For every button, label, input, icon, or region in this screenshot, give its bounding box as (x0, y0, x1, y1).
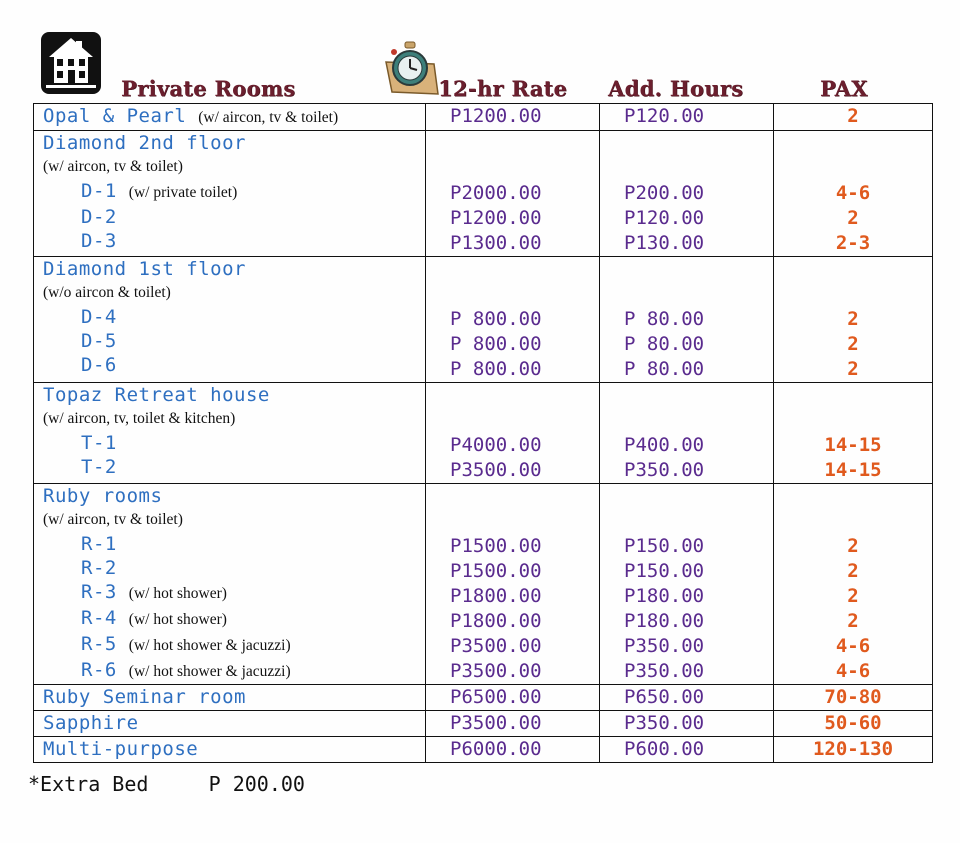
room-group-desc: (w/ aircon, tv, toilet & kitchen) (43, 410, 236, 427)
table-row (34, 484, 932, 685)
add-hours-value: P350.00 (624, 660, 705, 682)
pax-value: 4-6 (835, 182, 871, 204)
pax-value: 2 (847, 610, 859, 632)
room-name: R-1 (81, 533, 117, 555)
room-group-name: Diamond 2nd floor (43, 132, 246, 154)
table-row (34, 104, 932, 131)
rate-value: P6000.00 (450, 738, 542, 760)
pax-value: 2 (847, 308, 859, 330)
table-row (34, 383, 932, 484)
pax-value: 2 (847, 535, 859, 557)
room-name: Opal & Pearl (w/ aircon, tv & toilet) (43, 105, 339, 127)
pax-value: 2 (847, 105, 859, 127)
add-hours-value: P 80.00 (624, 308, 705, 330)
pax-value: 2-3 (835, 232, 871, 254)
rate-value: P1800.00 (450, 585, 542, 607)
room-name: D-2 (81, 206, 117, 228)
rate-value: P1500.00 (450, 535, 542, 557)
room-name: Multi-purpose (43, 738, 199, 760)
room-note: (w/ hot shower) (128, 611, 227, 628)
room-group-desc: (w/ aircon, tv & toilet) (43, 511, 183, 528)
column-header-hours: Add. Hours (608, 76, 744, 101)
room-group-name: Ruby rooms (43, 485, 163, 507)
add-hours-value: P350.00 (624, 712, 705, 734)
rate-value: P1800.00 (450, 610, 542, 632)
room-cell (34, 383, 426, 483)
rate-value: P1200.00 (450, 105, 542, 127)
rate-value: P 800.00 (450, 308, 542, 330)
add-hours-value: P180.00 (624, 585, 705, 607)
room-cell (34, 131, 426, 256)
room-name: R-2 (81, 557, 117, 579)
room-name: R-3 (w/ hot shower) (81, 581, 227, 603)
table-row (34, 257, 932, 383)
room-note: (w/ aircon, tv & toilet) (198, 109, 339, 126)
rate-value: P1300.00 (450, 232, 542, 254)
table-row (34, 711, 932, 737)
extra-bed-price: P 200.00 (208, 772, 305, 796)
column-header-pax: PAX (820, 76, 868, 101)
rate-value: P1500.00 (450, 560, 542, 582)
rate-value: P2000.00 (450, 182, 542, 204)
add-hours-value: P200.00 (624, 182, 705, 204)
rate-value: P1200.00 (450, 207, 542, 229)
pax-value: 2 (847, 585, 859, 607)
extra-bed-label: *Extra Bed (28, 772, 149, 796)
extra-bed-note (28, 772, 305, 796)
table-row (34, 685, 932, 711)
add-hours-value: P350.00 (624, 459, 705, 481)
room-name: D-6 (81, 354, 117, 376)
add-hours-value: P150.00 (624, 560, 705, 582)
room-cell (34, 484, 426, 684)
rate-value: P6500.00 (450, 686, 542, 708)
add-hours-value: P650.00 (624, 686, 705, 708)
add-hours-value: P400.00 (624, 434, 705, 456)
rate-value: P3500.00 (450, 459, 542, 481)
pax-value: 14-15 (824, 459, 882, 481)
room-note: (w/ private toilet) (128, 184, 238, 201)
rates-table (33, 103, 933, 763)
room-group-name: Topaz Retreat house (43, 384, 270, 406)
room-note: (w/ hot shower & jacuzzi) (128, 663, 291, 680)
pax-value: 50-60 (824, 712, 882, 734)
column-header-rate: 12-hr Rate (438, 76, 568, 101)
table-row (34, 737, 932, 762)
room-name: Ruby Seminar room (43, 686, 246, 708)
rate-value: P 800.00 (450, 333, 542, 355)
pax-value: 70-80 (824, 686, 882, 708)
add-hours-value: P130.00 (624, 232, 705, 254)
rate-value: P3500.00 (450, 712, 542, 734)
rate-value: P4000.00 (450, 434, 542, 456)
add-hours-value: P150.00 (624, 535, 705, 557)
add-hours-value: P600.00 (624, 738, 705, 760)
room-group-name: Diamond 1st floor (43, 258, 246, 280)
room-name: D-5 (81, 330, 117, 352)
pax-value: 4-6 (835, 660, 871, 682)
rate-value: P3500.00 (450, 635, 542, 657)
house-icon (40, 31, 102, 95)
pax-value: 4-6 (835, 635, 871, 657)
room-name: D-4 (81, 306, 117, 328)
room-cell (34, 104, 426, 130)
add-hours-value: P120.00 (624, 105, 705, 127)
rate-value: P3500.00 (450, 660, 542, 682)
pax-value: 14-15 (824, 434, 882, 456)
room-name: D-1 (w/ private toilet) (81, 180, 238, 202)
room-name: D-3 (81, 230, 117, 252)
add-hours-value: P 80.00 (624, 358, 705, 380)
room-name: R-4 (w/ hot shower) (81, 607, 227, 629)
table-row (34, 131, 932, 257)
room-name: T-1 (81, 432, 117, 454)
add-hours-value: P350.00 (624, 635, 705, 657)
room-group-desc: (w/ aircon, tv & toilet) (43, 158, 183, 175)
pax-value: 2 (847, 333, 859, 355)
room-cell (34, 257, 426, 382)
room-name: R-6 (w/ hot shower & jacuzzi) (81, 659, 291, 681)
pax-value: 2 (847, 358, 859, 380)
room-note: (w/ hot shower) (128, 585, 227, 602)
room-name: Sapphire (43, 712, 139, 734)
room-name: R-5 (w/ hot shower & jacuzzi) (81, 633, 291, 655)
rate-value: P 800.00 (450, 358, 542, 380)
pax-value: 2 (847, 207, 859, 229)
add-hours-value: P120.00 (624, 207, 705, 229)
column-header-rooms: Private Rooms (121, 76, 296, 101)
pax-value: 2 (847, 560, 859, 582)
clock-icon (382, 40, 442, 98)
room-group-desc: (w/o aircon & toilet) (43, 284, 171, 301)
pax-value: 120-130 (812, 738, 894, 760)
add-hours-value: P 80.00 (624, 333, 705, 355)
room-name: T-2 (81, 456, 117, 478)
add-hours-value: P180.00 (624, 610, 705, 632)
room-note: (w/ hot shower & jacuzzi) (128, 637, 291, 654)
